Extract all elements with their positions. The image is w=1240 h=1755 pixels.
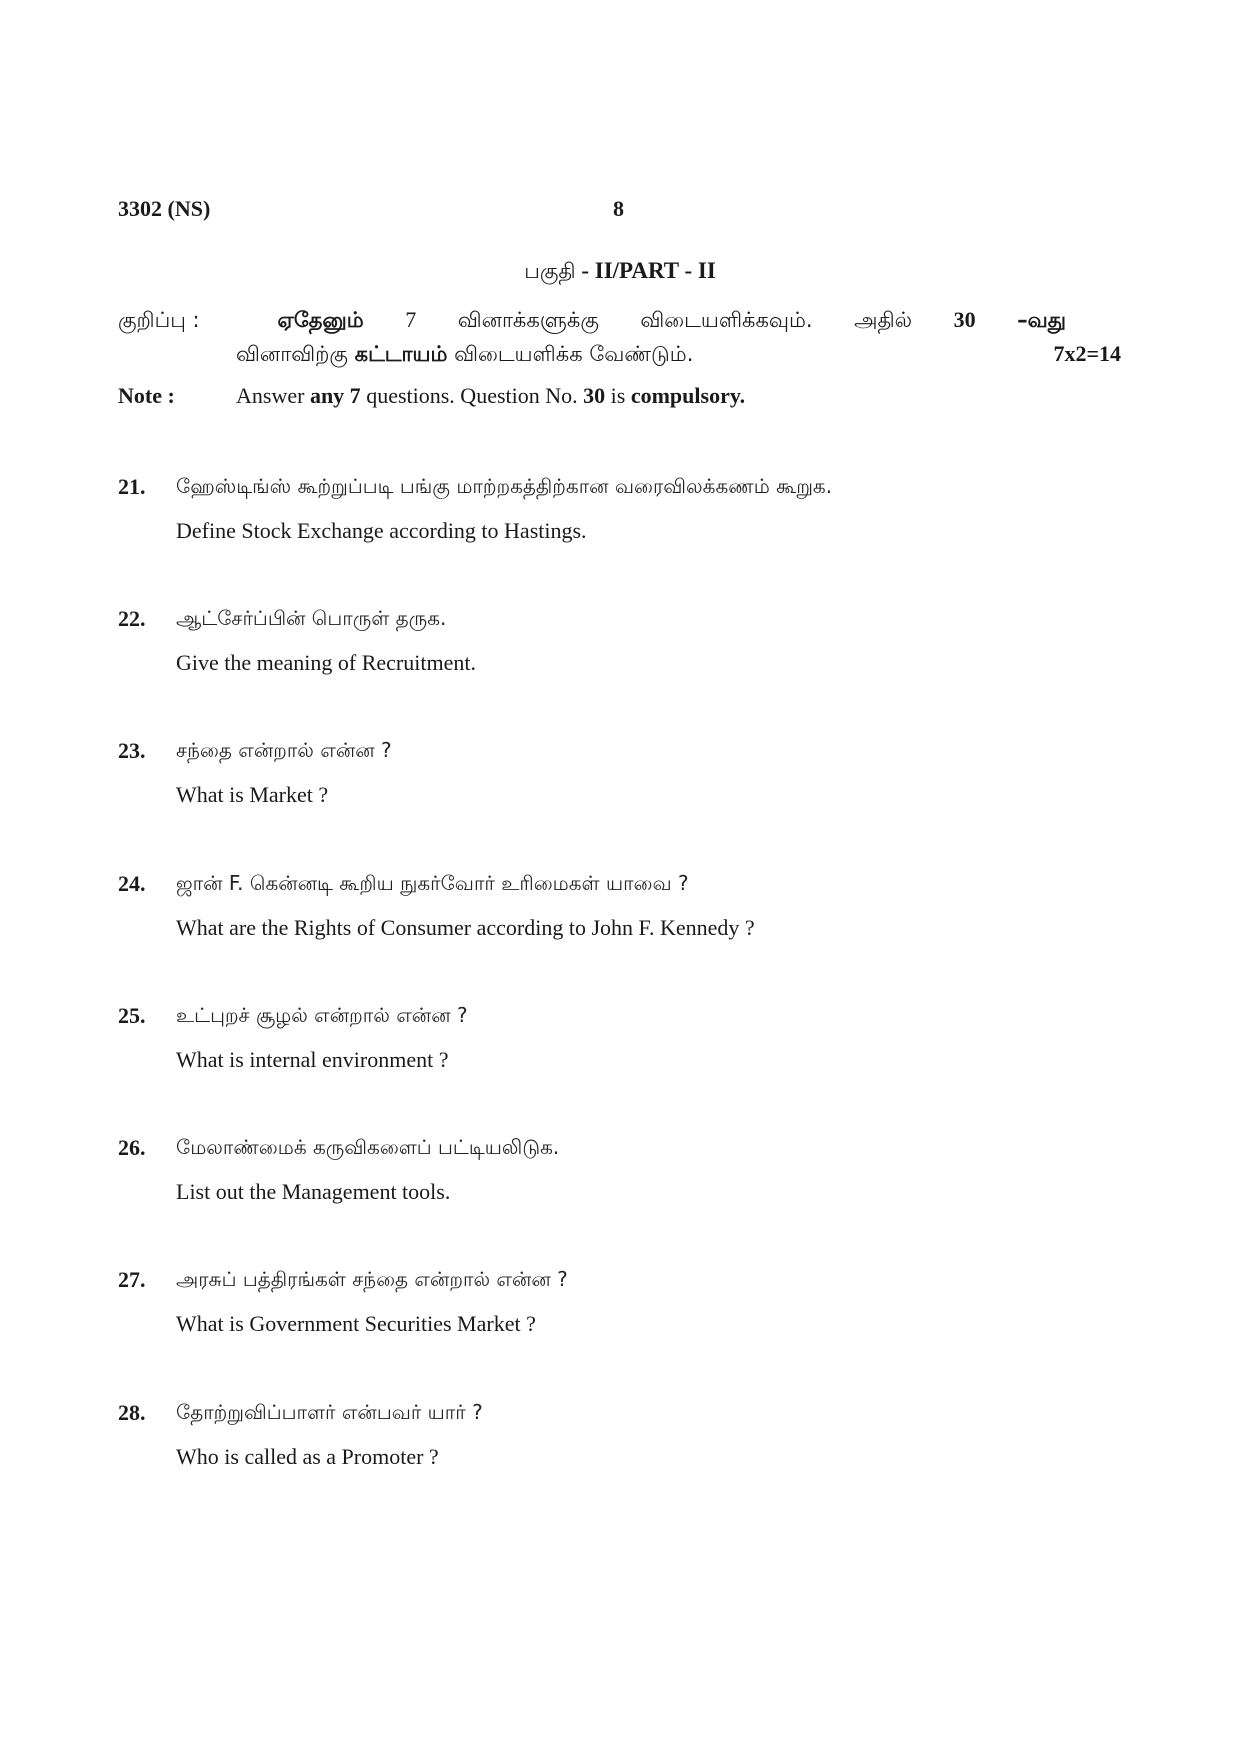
question-number: 22. <box>118 606 146 631</box>
question-tamil: ஜான் F. கென்னடி கூறிய நுகர்வோர் உரிமைகள் யாவை ? <box>176 871 689 895</box>
question-english: Who is called as a Promoter ? <box>176 1444 439 1469</box>
english-note-text: 30 <box>583 383 606 408</box>
english-note-text: Answer <box>236 383 310 408</box>
question-tamil: ஹேஸ்டிங்ஸ் கூற்றுப்படி பங்கு மாற்றகத்திற்கான வரைவிலக்கணம் கூறுக. <box>176 474 833 498</box>
question-english: Define Stock Exchange according to Hastings. <box>176 518 587 543</box>
question-tamil: மேலாண்மைக் கருவிகளைப் பட்டியலிடுக. <box>176 1135 560 1159</box>
question-tamil: உட்புறச் சூழல் என்றால் என்ன ? <box>176 1003 468 1027</box>
tamil-note-word: விடையளிக்கவும். <box>640 308 813 332</box>
part-heading <box>0 258 1240 286</box>
tamil-note-word: –வது <box>1017 308 1066 332</box>
tamil-note-compulsory: கட்டாயம் <box>354 342 448 366</box>
part-heading-tamil: பகுதி <box>524 259 576 283</box>
question-english: What is Government Securities Market ? <box>176 1311 536 1336</box>
question-english: What are the Rights of Consumer according to John F. Kennedy ? <box>176 915 755 940</box>
question-tamil: ஆட்சேர்ப்பின் பொருள் தருக. <box>176 606 447 630</box>
tamil-note-word: அதில் <box>854 308 913 332</box>
question-paper-code: 3302 (NS) <box>118 196 211 221</box>
page-number: 8 <box>613 196 624 221</box>
question-english: What is Market ? <box>176 782 329 807</box>
tamil-note-word: வினாவிற்கு <box>236 342 348 366</box>
part-heading-english: - II/PART - II <box>575 258 716 283</box>
english-note-text: any 7 <box>309 383 361 408</box>
marks-allocation: 7x2=14 <box>1053 341 1121 366</box>
english-note-text: is <box>605 383 631 408</box>
tamil-note-question-number: 30 <box>953 307 976 332</box>
question-number: 27. <box>118 1267 146 1292</box>
question-number: 24. <box>118 871 146 896</box>
question-number: 23. <box>118 738 146 763</box>
question-number: 25. <box>118 1003 146 1028</box>
tamil-note-label: குறிப்பு : <box>118 308 200 332</box>
tamil-note-word: வினாக்களுக்கு <box>457 308 599 332</box>
tamil-note-word: விடையளிக்க வேண்டும். <box>454 342 694 366</box>
question-number: 28. <box>118 1400 146 1425</box>
question-english: What is internal environment ? <box>176 1047 449 1072</box>
english-instruction-note <box>118 383 745 409</box>
tamil-note-count: 7 <box>405 307 417 332</box>
tamil-note-word: ஏதேனும் <box>277 308 364 332</box>
tamil-instruction-note <box>118 303 1121 371</box>
english-note-text: questions. Question No. <box>360 383 584 408</box>
english-note-label: Note : <box>118 383 175 408</box>
question-english: Give the meaning of Recruitment. <box>176 650 476 675</box>
tamil-note-line-2 <box>118 337 1121 371</box>
question-tamil: சந்தை என்றால் என்ன ? <box>176 738 392 762</box>
question-number: 21. <box>118 474 146 499</box>
english-note-text: compulsory. <box>630 383 746 408</box>
question-tamil: அரசுப் பத்திரங்கள் சந்தை என்றால் என்ன ? <box>176 1267 568 1291</box>
question-tamil: தோற்றுவிப்பாளர் என்பவர் யார் ? <box>176 1400 483 1424</box>
question-number: 26. <box>118 1135 146 1160</box>
question-english: List out the Management tools. <box>176 1179 451 1204</box>
tamil-note-line-1 <box>118 303 1066 337</box>
